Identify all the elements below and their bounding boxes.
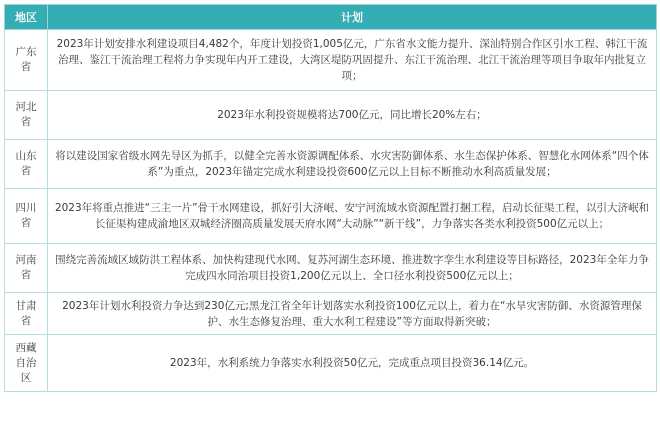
plan-cell: 2023年计划安排水利建设项目4,482个，年度计划投资1,005亿元，广东省水文能力提升、深汕特别合作区引水工程、韩江干流治理、鉴江干流治理工程将力争实现年内开工建设，大湾区堤防巩固提升、东江干流治理、北江干流治理等项目争取年内批复立项； xyxy=(48,30,657,91)
table-header-row xyxy=(5,5,657,30)
plan-cell: 2023年计划水利投资力争达到230亿元;黑龙江省全年计划落实水利投资100亿元以上，着力在“水旱灾害防御、水资源管理保护、水生态修复治理、重大水利工程建设”等方面取得新突破； xyxy=(48,293,657,335)
region-name: 山东省 xyxy=(15,150,37,177)
table-row xyxy=(5,140,657,189)
region-name: 河南省 xyxy=(15,254,37,281)
region-name: 广东省 xyxy=(15,46,37,73)
region-cell xyxy=(5,244,48,293)
table-row xyxy=(5,335,657,392)
column-header-plan: 计划 xyxy=(48,5,657,30)
plan-cell: 2023年，水利系统力争落实水利投资50亿元，完成重点项目投资36.14亿元。 xyxy=(48,335,657,392)
plan-cell: 2023年将重点推进“三主一片”骨干水网建设，抓好引大济岷、安宁河流域水资源配置打捆工程，启动长征渠工程，以引大济岷和长征渠构建成渝地区双城经济圈高质量发展天府水网“大动脉”“新干线”，力争落实各类水利投资500亿元以上； xyxy=(48,189,657,244)
table-row xyxy=(5,91,657,140)
region-cell xyxy=(5,30,48,91)
plan-cell: 将以建设国家省级水网先导区为抓手，以健全完善水资源调配体系、水灾害防御体系、水生态保护体系、智慧化水网体系“四个体系”为重点，2023年锚定完成水利建设投资600亿元以上目标不断推动水利高质量发展； xyxy=(48,140,657,189)
table-row xyxy=(5,189,657,244)
region-name: 河北省 xyxy=(15,101,37,128)
table-row xyxy=(5,30,657,91)
column-header-region: 地区 xyxy=(5,5,48,30)
region-name: 四川省 xyxy=(15,202,37,229)
plan-table xyxy=(4,4,657,392)
table-row xyxy=(5,244,657,293)
region-cell xyxy=(5,293,48,335)
region-cell xyxy=(5,335,48,392)
region-cell xyxy=(5,91,48,140)
plan-cell: 围绕完善流域区域防洪工程体系、加快构建现代水网、复苏河湖生态环境、推进数字孪生水利建设等目标路径，2023年全年力争完成四水同治项目投资1,200亿元以上、全口径水利投资500亿元以上； xyxy=(48,244,657,293)
plan-cell: 2023年水利投资规模将达700亿元，同比增长20%左右； xyxy=(48,91,657,140)
region-cell xyxy=(5,140,48,189)
region-name: 西藏自治区 xyxy=(15,341,37,384)
region-cell xyxy=(5,189,48,244)
region-name: 甘肃省 xyxy=(15,299,37,327)
plan-table-container xyxy=(4,4,656,392)
table-row xyxy=(5,293,657,335)
